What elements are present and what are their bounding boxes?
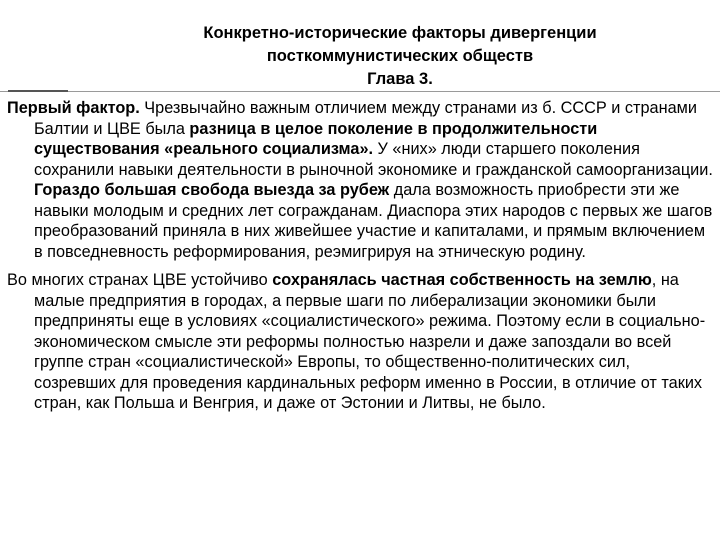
first-factor-label: Первый фактор.: [7, 99, 140, 117]
title-line-3: Глава 3.: [367, 70, 433, 88]
paragraph-text: дала возможность приобрести эти же навыки молодым и средних лет согражданам. Диаспора этих народов с первых же шагов преобразований приняла в них живейшее участие и капиталами, и прямым включением в повседневность реформирования, реэмигрируя на этническую родину.: [34, 181, 713, 261]
paragraph-text: Во многих странах ЦВЕ устойчиво: [7, 271, 273, 289]
slide-body: [7, 98, 713, 422]
paragraph-text: , на малые предприятия в городах, а первые шаги по либерализации экономики были предприняты еще в условиях «социалистического» режима. Поэтому если в социально-экономическом смысле эти реформы полностью назрели и даже запоздали во всей группе стран «социалистической» Европы, то общественно-политических сил, созревших для проведения кардинальных реформ именно в России, в отличие от таких стран, как Польша и Венгрия, и даже от Эстонии и Литвы, не было.: [34, 271, 706, 412]
paragraph-text: Чрезвычайно важным отличием между странами из б. СССР и странами Балтии и ЦВЕ была: [34, 99, 697, 138]
paragraph-private-property: [7, 270, 713, 414]
paragraph-first-factor: [7, 98, 713, 262]
title-line-2: посткоммунистических обществ: [266, 47, 534, 65]
emphasis-text: разница в целое поколение в продолжительности существования «реального социализма».: [34, 119, 598, 158]
emphasis-text: сохранялась частная собственность на землю: [272, 271, 652, 289]
emphasis-text: Гораздо большая свобода выезда за рубеж: [34, 181, 390, 199]
paragraph-text: У «них» люди старшего поколения сохранили навыки деятельности в рыночной экономике и гражданской самоорганизации.: [34, 140, 713, 179]
divider-accent: [8, 90, 68, 92]
title-line-1: Конкретно-исторические факторы дивергенции: [203, 24, 597, 42]
divider-line: [0, 91, 720, 92]
slide-title: [120, 22, 680, 91]
